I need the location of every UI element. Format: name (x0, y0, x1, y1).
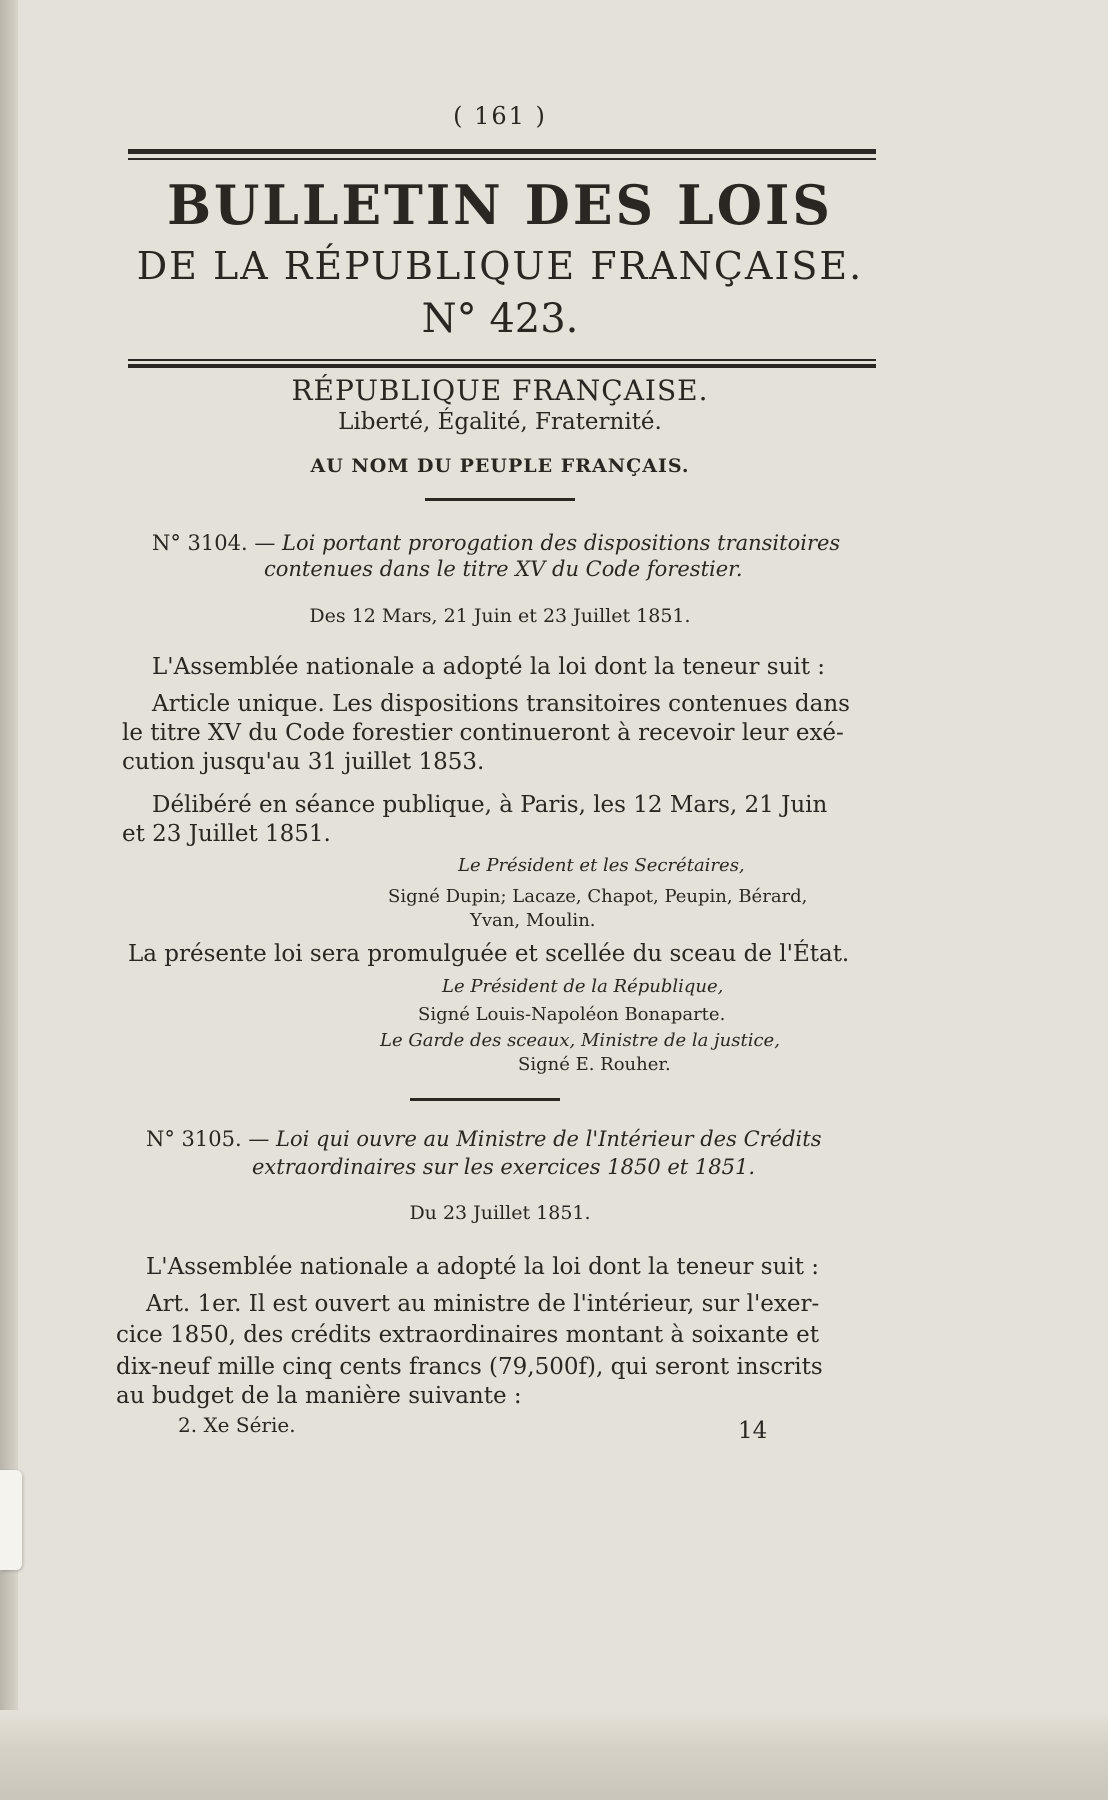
law-3105-article-line1: Art. 1er. Il est ouvert au ministre de l'intérieur, sur l'exer- (146, 1291, 820, 1317)
law-3104-article-line2: le titre XV du Code forestier continueront à recevoir leur exé- (122, 720, 844, 746)
signature-mark: 14 (738, 1418, 768, 1444)
law-3105-title-line2: extraordinaires sur les exercices 1850 et 1851. (252, 1155, 756, 1179)
header-rule-top-thin (128, 158, 876, 160)
header-rule-bottom (128, 364, 876, 368)
law-3104-title-line1: Loi portant prorogation des dispositions transitoires (282, 531, 841, 555)
law-3104-signatories-line2: Yvan, Moulin. (470, 910, 596, 931)
bulletin-number: N° 423. (421, 296, 579, 342)
law-3104-garde-signature: Signé E. Rouher. (518, 1054, 671, 1075)
law-3104-deliberation-line2: et 23 Juillet 1851. (122, 821, 331, 847)
republic-title: RÉPUBLIQUE FRANÇAISE. (291, 374, 709, 407)
law-3104-title-line2: contenues dans le titre XV du Code forestier. (264, 557, 743, 581)
law-3104-garde-des-sceaux: Le Garde des sceaux, Ministre de la justice, (380, 1030, 780, 1051)
law-3105-date: Du 23 Juillet 1851. (409, 1202, 591, 1224)
law-3104-article-line3: cution jusqu'au 31 juillet 1853. (122, 749, 485, 775)
bulletin-title: BULLETIN DES LOIS (167, 173, 833, 238)
header-rule-top (128, 149, 876, 154)
series-label: 2. Xe Série. (178, 1413, 296, 1437)
law-3104-number: N° 3104. — (152, 531, 276, 555)
section-divider-2 (410, 1098, 560, 1101)
republic-motto: Liberté, Égalité, Fraternité. (338, 409, 662, 435)
page-edge-bottom (0, 1710, 1108, 1800)
header-rule-bottom-thin (128, 359, 876, 361)
law-3104-header (152, 530, 872, 556)
law-3105-article-line2: cice 1850, des crédits extraordinaires montant à soixante et (116, 1322, 819, 1348)
law-3104-president-republic: Le Président de la République, (442, 976, 724, 997)
law-3104-promulgation: La présente loi sera promulguée et scellée du sceau de l'État. (128, 941, 850, 967)
law-3105-title-line1: Loi qui ouvre au Ministre de l'Intérieur des Crédits (276, 1127, 822, 1151)
law-3105-header (146, 1126, 872, 1152)
law-3105-number: N° 3105. — (146, 1127, 270, 1151)
law-3104-president-heading: Le Président et les Secrétaires, (458, 855, 745, 876)
law-3104-article-line1: Article unique. Les dispositions transitoires contenues dans (152, 691, 850, 717)
law-3104-date: Des 12 Mars, 21 Juin et 23 Juillet 1851. (309, 605, 691, 627)
bulletin-subtitle: DE LA RÉPUBLIQUE FRANÇAISE. (136, 244, 864, 288)
paper-tab (0, 1470, 22, 1570)
page-number: ( 161 ) (453, 102, 547, 130)
section-divider (425, 498, 575, 501)
law-3104-deliberation-line1: Délibéré en séance publique, à Paris, les 12 Mars, 21 Juin (152, 792, 828, 818)
au-nom-du-peuple: AU NOM DU PEUPLE FRANÇAIS. (310, 455, 690, 477)
law-3105-article-line4: au budget de la manière suivante : (116, 1383, 522, 1409)
law-3104-signatories-line1: Signé Dupin; Lacaze, Chapot, Peupin, Bérard, (388, 886, 808, 907)
law-3105-preamble: L'Assemblée nationale a adopté la loi dont la teneur suit : (146, 1254, 820, 1280)
law-3104-president-signature: Signé Louis-Napoléon Bonaparte. (418, 1004, 726, 1025)
law-3105-article-line3: dix-neuf mille cinq cents francs (79,500f), qui seront inscrits (116, 1354, 823, 1380)
law-3104-preamble: L'Assemblée nationale a adopté la loi dont la teneur suit : (152, 654, 826, 680)
